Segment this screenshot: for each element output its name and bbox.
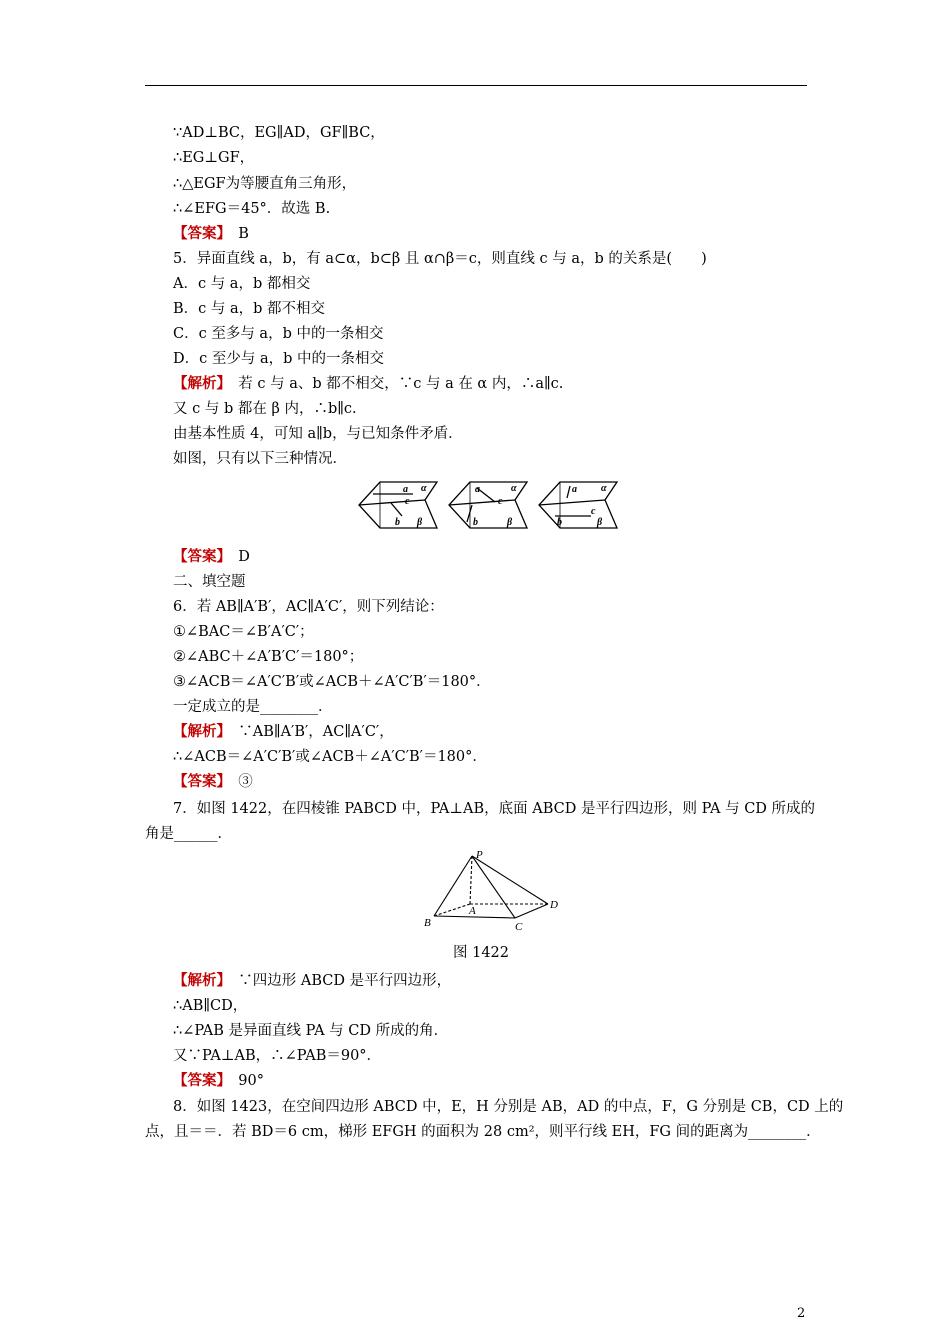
text-line: ∴∠PAB 是异面直线 PA 与 CD 所成的角． (173, 1023, 449, 1039)
pyramid-figure (420, 848, 565, 938)
analysis-text: ∵AB∥A′B′，AC∥A′C′， (238, 724, 394, 740)
plane-label-b: b (557, 517, 562, 528)
text-line: 又 c 与 b 都在 β 内，∴b∥c. (173, 401, 357, 417)
vertex-label-p: P (476, 849, 483, 861)
answer-line (173, 773, 253, 791)
option-c: C．c 至多与 a，b 中的一条相交 (173, 326, 384, 342)
plane-label-b: b (395, 517, 400, 528)
analysis-tag: 【解析】 (173, 723, 224, 740)
plane-label-beta: β (507, 517, 513, 528)
text-line: ∴△EGF为等腰直角三角形， (173, 176, 357, 192)
text-line: ∴AB∥CD， (173, 998, 248, 1014)
text-line: 角是______． (145, 826, 232, 842)
text-line: ②∠ABC＋∠A′B′C′＝180°； (173, 649, 364, 665)
analysis-line (173, 972, 451, 990)
answer-value: 90° (238, 1073, 264, 1089)
question-6: 6．若 AB∥A′B′，AC∥A′C′，则下列结论： (173, 599, 444, 615)
answer-tag: 【答案】 (173, 548, 224, 565)
answer-line (173, 548, 250, 566)
analysis-text: ∵四边形 ABCD 是平行四边形， (238, 973, 452, 989)
plane-label-b: b (473, 517, 478, 528)
text-line: ∴∠ACB＝∠A′C′B′或∠ACB＋∠A′C′B′＝180°． (173, 749, 487, 765)
header-rule (145, 85, 807, 86)
analysis-tag: 【解析】 (173, 375, 224, 392)
text-line: 如图，只有以下三种情况． (173, 451, 347, 467)
section-title: 二、填空题 (173, 574, 246, 590)
text-line: 一定成立的是________． (173, 699, 333, 715)
question-5: 5．异面直线 a，b，有 a⊂α，b⊂β 且 α∩β＝c，则直线 c 与 a，b 的关系是( ) (173, 251, 707, 267)
vertex-label-b: B (424, 917, 431, 929)
vertex-label-a: A (469, 905, 476, 917)
plane-label-alpha: α (421, 483, 427, 494)
plane-label-a: a (403, 484, 408, 495)
plane-label-a: a (475, 484, 480, 495)
text-line: ①∠BAC＝∠B′A′C′； (173, 624, 314, 640)
option-a: A．c 与 a，b 都相交 (173, 276, 311, 292)
text-line: ∵AD⊥BC，EG∥AD，GF∥BC， (173, 125, 385, 141)
text-line: ∴∠EFG＝45°．故选 B. (173, 201, 331, 217)
plane-label-c: c (498, 496, 503, 507)
text-line: ③∠ACB＝∠A′C′B′或∠ACB＋∠A′C′B′＝180°． (173, 674, 491, 690)
answer-line (173, 225, 249, 243)
plane-label-a: a (572, 484, 577, 495)
plane-label-alpha: α (511, 483, 517, 494)
plane-label-beta: β (597, 517, 603, 528)
answer-value: B (238, 226, 249, 242)
answer-tag: 【答案】 (173, 225, 224, 242)
answer-value: ③ (238, 774, 253, 790)
answer-tag: 【答案】 (173, 1072, 224, 1089)
plane-label-c: c (405, 496, 410, 507)
page-number: 2 (797, 1306, 806, 1321)
analysis-line (173, 723, 394, 741)
question-7: 7．如图 1422，在四棱锥 PABCD 中，PA⊥AB，底面 ABCD 是平行四边形，则 PA 与 CD 所成的 (173, 801, 816, 817)
plane-label-beta: β (417, 517, 423, 528)
answer-tag: 【答案】 (173, 773, 224, 790)
option-d: D．c 至少与 a，b 中的一条相交 (173, 351, 384, 367)
planes-figure (355, 478, 640, 536)
answer-value: D (238, 549, 250, 565)
figure-caption: 图 1422 (453, 945, 510, 961)
vertex-label-d: D (550, 899, 558, 911)
text-line: 点，且＝＝．若 BD＝6 cm，梯形 EFGH 的面积为 28 cm²，则平行线 EH，FG 间的距离为________． (145, 1124, 821, 1140)
vertex-label-c: C (515, 921, 523, 933)
text-line: 由基本性质 4，可知 a∥b，与已知条件矛盾． (173, 426, 463, 442)
text-line: 又∵PA⊥AB，∴∠PAB＝90°． (173, 1048, 382, 1064)
plane-label-c: c (591, 506, 596, 517)
analysis-line (173, 375, 563, 393)
text-line: ∴EG⊥GF， (173, 150, 255, 166)
analysis-tag: 【解析】 (173, 972, 224, 989)
answer-line (173, 1072, 264, 1090)
plane-label-alpha: α (601, 483, 607, 494)
analysis-text: 若 c 与 a、b 都不相交，∵c 与 a 在 α 内，∴a∥c. (238, 376, 564, 392)
option-b: B．c 与 a，b 都不相交 (173, 301, 326, 317)
question-8: 8．如图 1423，在空间四边形 ABCD 中，E，H 分别是 AB，AD 的中点，F，G 分别是 CB，CD 上的 (173, 1099, 844, 1115)
